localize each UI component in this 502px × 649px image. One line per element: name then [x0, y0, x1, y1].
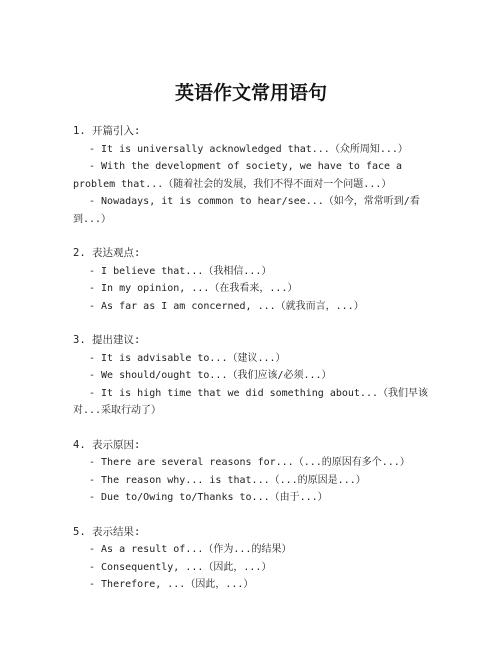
section-opening [73, 123, 433, 228]
list-item: - In my opinion, ...（在我看来，...） [89, 283, 298, 294]
section-result [73, 524, 433, 594]
section-heading: 3. 提出建议: [73, 334, 141, 346]
list-item: - It is advisable to...（建议...） [89, 352, 286, 364]
document-body [73, 123, 433, 611]
list-item: - Therefore, ...（因此，...） [89, 579, 254, 590]
list-item: - As a result of...（作为...的结果） [89, 544, 292, 555]
list-item: - As far as I am concerned, ...（就我而言，...） [89, 300, 364, 312]
list-item: - Due to/Owing to/Thanks to...（由于...） [89, 492, 328, 503]
section-heading: 2. 表达观点: [73, 247, 141, 259]
section-heading: 5. 表示结果: [73, 525, 141, 538]
section-opinion [73, 245, 433, 315]
section-heading: 1. 开篇引入: [73, 125, 141, 137]
list-item: - I believe that...（我相信...） [89, 265, 272, 277]
list-item: - We should/ought to...（我们应该/必须...） [89, 370, 332, 381]
list-item: - It is high time that we did something about...（我们早该对...采取行动了） [73, 387, 428, 416]
list-item: - With the development of society, we have to face a problem that...（随着社会的发展，我们不得不面对一个问题...） [73, 161, 403, 190]
list-item: - It is universally acknowledged that...（众所周知...） [89, 143, 408, 155]
section-suggestion [73, 332, 433, 420]
section-reason [73, 437, 433, 507]
list-item: - There are several reasons for...（...的原因有多个...） [89, 457, 410, 468]
list-item: - Nowadays, it is common to hear/see...（如今，常常听到/看到...） [73, 196, 420, 225]
section-heading: 4. 表示原因: [73, 438, 141, 451]
list-item: - The reason why... is that...（...的原因是...） [89, 474, 366, 486]
page-title: 英语作文常用语句 [174, 82, 327, 104]
list-item: - Consequently, ...（因此，...） [89, 561, 272, 573]
